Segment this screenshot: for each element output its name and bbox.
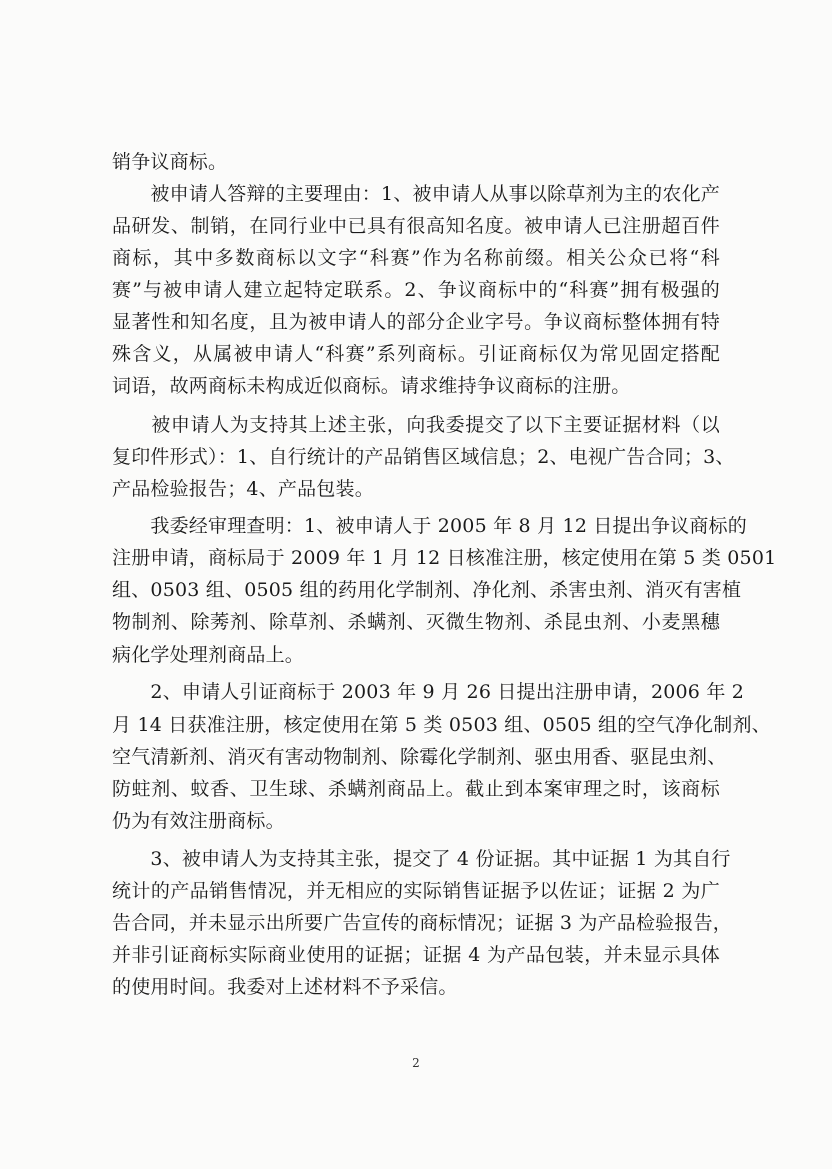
text-line: 2、申请人引证商标于 2003 年 9 月 26 日提出注册申请，2006 年 2 (112, 681, 745, 703)
text-line: 物制剂、除莠剂、除草剂、杀螨剂、灭微生物剂、杀昆虫剂、小麦黑穗 (112, 611, 720, 633)
text-line: 仍为有效注册商标。 (112, 810, 285, 832)
text-line: 殊含义，从属被申请人“科赛”系列商标。引证商标仅为常见固定搭配 (112, 343, 720, 365)
text-line: 病化学处理剂商品上。 (112, 644, 305, 666)
text-line: 注册申请，商标局于 2009 年 1 月 12 日核准注册，核定使用在第 5 类 0501 (112, 547, 777, 569)
text-line: 品研发、制销，在同行业中已具有很高知名度。被申请人已注册超百件 (112, 215, 720, 237)
text-line: 产品检验报告；4、产品包装。 (112, 478, 374, 500)
text-line: 告合同，并未显示出所要广告宣传的商标情况；证据 3 为产品检验报告， (112, 912, 732, 934)
text-line: 被申请人答辩的主要理由：1、被申请人从事以除草剂为主的农化产 (112, 183, 720, 205)
text-line: 统计的产品销售情况，并无相应的实际销售证据予以佐证；证据 2 为广 (112, 880, 720, 902)
text-line: 被申请人为支持其上述主张，向我委提交了以下主要证据材料（以 (112, 414, 720, 436)
page-number: 2 (412, 1056, 420, 1070)
text-line: 我委经审理查明：1、被申请人于 2005 年 8 月 12 日提出争议商标的 (112, 515, 747, 537)
text-line: 显著性和知名度，且为被申请人的部分企业字号。争议商标整体拥有特 (112, 311, 720, 333)
text-line: 月 14 日获准注册，核定使用在第 5 类 0503 组、0505 组的空气净化制剂、 (112, 714, 771, 736)
text-line: 词语，故两商标未构成近似商标。请求维持争议商标的注册。 (112, 375, 631, 397)
text-line: 防蛀剂、蚊香、卫生球、杀螨剂商品上。截止到本案审理之时，该商标 (112, 778, 720, 800)
text-line: 空气清新剂、消灭有害动物制剂、除霉化学制剂、驱虫用香、驱昆虫剂、 (112, 746, 727, 768)
text-line: 销争议商标。 (112, 151, 228, 173)
text-line: 的使用时间。我委对上述材料不予采信。 (112, 976, 458, 998)
text-line: 赛”与被申请人建立起特定联系。2、争议商标中的“科赛”拥有极强的 (112, 279, 720, 301)
text-line: 组、0503 组、0505 组的药用化学制剂、净化剂、杀害虫剂、消灭有害植 (112, 579, 742, 601)
text-line: 复印件形式）：1、自行统计的产品销售区域信息；2、电视广告合同；3、 (112, 446, 735, 468)
text-line: 商标，其中多数商标以文字“科赛”作为名称前缀。相关公众已将“科 (112, 247, 720, 269)
text-line: 3、被申请人为支持其主张，提交了 4 份证据。其中证据 1 为其自行 (112, 848, 731, 870)
text-line: 并非引证商标实际商业使用的证据；证据 4 为产品包装，并未显示具体 (112, 944, 720, 966)
